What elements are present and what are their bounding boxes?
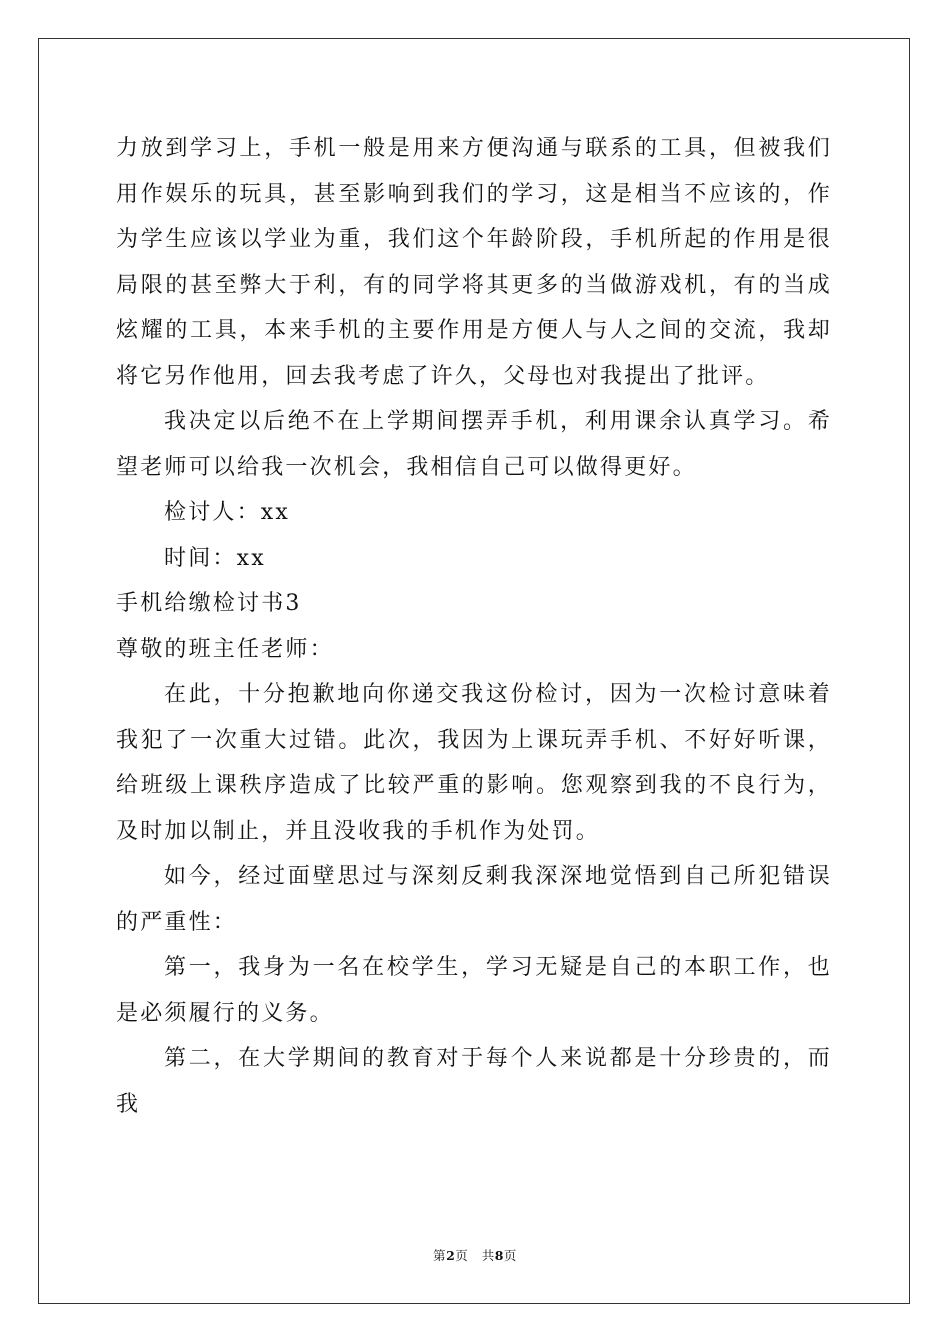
paragraph-apology: 在此，十分抱歉地向你递交我这份检讨，因为一次检讨意味着我犯了一次重大过错。此次，我因为上课玩弄手机、不好好听课，给班级上课秩序造成了比较严重的影响。您观察到我的不良行为，及时加以制止，并且没收我的手机作为处罚。 [116, 682, 832, 844]
paragraph-point-two: 第二，在大学期间的教育对于每个人来说都是十分珍贵的，而我 [116, 1046, 832, 1117]
footer-total-prefix: 共 [481, 1248, 495, 1263]
signature-line: 检讨人：xx [164, 500, 291, 525]
current-page-number: 2 [446, 1248, 456, 1263]
footer-total-suffix: 页 [503, 1248, 517, 1263]
footer-prefix: 第 [433, 1248, 447, 1263]
paragraph-continuation: 力放到学习上，手机一般是用来方便沟通与联系的工具，但被我们用作娱乐的玩具，甚至影响到我们的学习，这是相当不应该的，作为学生应该以学业为重，我们这个年龄阶段，手机所起的作用是很局限的甚至弊大于利，有的同学将其更多的当做游戏机，有的当成炫耀的工具，本来手机的主要作用是方便人与人之间的交流，我却将它另作他用，回去我考虑了许久，父母也对我提出了批评。 [116, 136, 832, 389]
paragraph-reflection: 如今，经过面壁思过与深刻反剩我深深地觉悟到自己所犯错误的严重性： [116, 864, 832, 935]
paragraph-resolution: 我决定以后绝不在上学期间摆弄手机，利用课余认真学习。希望老师可以给我一次机会，我相信自己可以做得更好。 [116, 409, 832, 480]
section-title: 手机给缴检讨书3 [116, 591, 302, 616]
paragraph-point-one: 第一，我身为一名在校学生，学习无疑是自己的本职工作，也是必须履行的义务。 [116, 955, 832, 1026]
document-body [116, 126, 832, 1127]
footer-page-suffix: 页 [455, 1248, 469, 1263]
salutation: 尊敬的班主任老师： [116, 636, 334, 662]
total-page-number: 8 [494, 1248, 504, 1263]
date-line: 时间：xx [164, 545, 266, 571]
page-footer [0, 1246, 950, 1264]
